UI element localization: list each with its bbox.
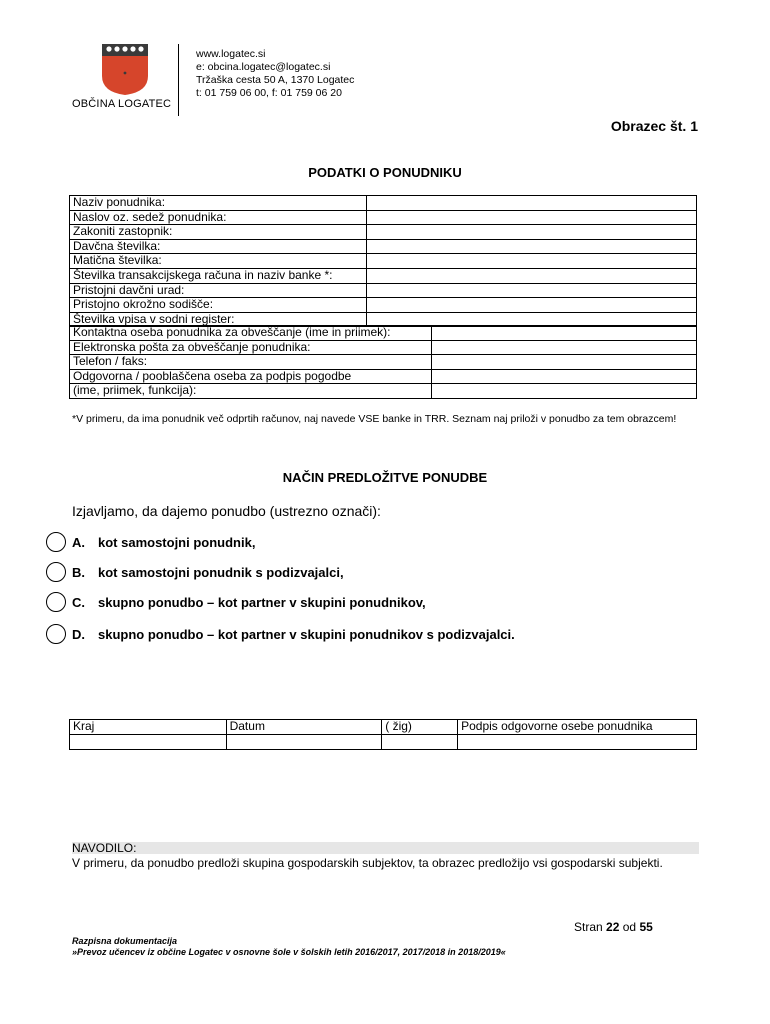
phone-text: t: 01 759 06 00, f: 01 759 06 20: [196, 87, 342, 99]
table-row: [70, 254, 697, 269]
email-link[interactable]: e: obcina.logatec@logatec.si: [196, 61, 331, 73]
option-letter: C.: [72, 594, 85, 610]
option-text: skupno ponudbo – kot partner v skupini ponudnikov,: [98, 594, 426, 610]
row-value-field[interactable]: [431, 340, 696, 355]
table-row: [70, 340, 697, 355]
row-value-field[interactable]: [431, 369, 696, 384]
header-kraj: Kraj: [70, 720, 227, 735]
option-b[interactable]: [46, 561, 344, 583]
datum-field[interactable]: [226, 734, 382, 749]
bidder-contact-table: [69, 325, 697, 399]
table-header-row: [70, 720, 697, 735]
footnote: *V primeru, da ima ponudnik več odprtih računov, naj navede VSE banke in TRR. Seznam naj priloži v ponudbo za tem obrazcem!: [72, 413, 677, 425]
row-value-field[interactable]: [366, 210, 696, 225]
footer-line1: Razpisna dokumentacija: [72, 936, 178, 946]
row-label: Kontaktna oseba ponudnika za obveščanje (ime in priimek):: [70, 326, 432, 341]
option-text: kot samostojni ponudnik,: [98, 534, 256, 550]
page-total: 55: [639, 920, 653, 934]
header-podpis: Podpis odgovorne osebe ponudnika: [458, 720, 697, 735]
footer-line2: »Prevoz učencev iz občine Logatec v osnovne šole v šolskih letih 2016/2017, 2017/2018 in 2018/2019«: [72, 947, 506, 957]
navodilo-label: NAVODILO:: [72, 842, 699, 854]
row-label: Odgovorna / pooblaščena oseba za podpis pogodbe: [70, 369, 432, 384]
podpis-field[interactable]: [458, 734, 697, 749]
row-label: Davčna številka:: [70, 239, 367, 254]
kraj-field[interactable]: [70, 734, 227, 749]
statement-text: Izjavljamo, da dajemo ponudbo (ustrezno označi):: [72, 503, 381, 519]
option-text: skupno ponudbo – kot partner v skupini ponudnikov s podizvajalci.: [98, 626, 515, 642]
radio-circle-icon[interactable]: [46, 532, 66, 552]
row-label: Zakoniti zastopnik:: [70, 225, 367, 240]
header-zig: ( žig): [382, 720, 458, 735]
row-value-field[interactable]: [366, 254, 696, 269]
radio-circle-icon[interactable]: [46, 562, 66, 582]
row-value-field[interactable]: [431, 355, 696, 370]
table-row: [70, 369, 697, 384]
row-label: Telefon / faks:: [70, 355, 432, 370]
page-number: [574, 920, 653, 934]
row-value-field[interactable]: [431, 326, 696, 341]
option-letter: A.: [72, 534, 85, 550]
row-value-field[interactable]: [366, 268, 696, 283]
table-row: [70, 355, 697, 370]
table-row: [70, 326, 697, 341]
row-label: (ime, priimek, funkcija):: [70, 384, 432, 399]
section-title-submission: NAČIN PREDLOŽITVE PONUDBE: [282, 470, 488, 485]
form-number: Obrazec št. 1: [610, 118, 698, 134]
row-label: Pristojno okrožno sodišče:: [70, 298, 367, 313]
option-letter: D.: [72, 626, 85, 642]
page-current: 22: [606, 920, 620, 934]
footer: [72, 936, 506, 958]
section-title-bidder: PODATKI O PONUDNIKU: [308, 165, 462, 180]
table-row: [70, 225, 697, 240]
row-label: Matična številka:: [70, 254, 367, 269]
row-value-field[interactable]: [431, 384, 696, 399]
row-label: Številka transakcijskega računa in naziv banke *:: [70, 268, 367, 283]
table-row: [70, 210, 697, 225]
header-datum: Datum: [226, 720, 382, 735]
radio-circle-icon[interactable]: [46, 624, 66, 644]
option-a[interactable]: [46, 531, 255, 553]
table-row: [70, 384, 697, 399]
website-link[interactable]: www.logatec.si: [196, 48, 266, 60]
option-letter: B.: [72, 564, 85, 580]
navodilo-text: V primeru, da ponudbo predloži skupina gospodarskih subjektov, ta obrazec predložijo vsi gospodarski subjekti.: [72, 856, 663, 870]
row-value-field[interactable]: [366, 283, 696, 298]
table-row: [70, 283, 697, 298]
contact-block: [196, 48, 354, 100]
row-value-field[interactable]: [366, 225, 696, 240]
row-label: Elektronska pošta za obveščanje ponudnika:: [70, 340, 432, 355]
row-label: Pristojni davčni urad:: [70, 283, 367, 298]
row-value-field[interactable]: [366, 298, 696, 313]
page-prefix: Stran: [574, 920, 603, 934]
row-label: Številka vpisa v sodni register:: [70, 312, 367, 327]
page-middle: od: [622, 920, 637, 934]
table-row: [70, 268, 697, 283]
option-text: kot samostojni ponudnik s podizvajalci,: [98, 564, 344, 580]
signature-table: [69, 719, 697, 750]
row-label: Naziv ponudnika:: [70, 196, 367, 211]
row-value-field[interactable]: [366, 239, 696, 254]
header-divider: [178, 44, 179, 116]
table-row: [70, 734, 697, 749]
address-text: Tržaška cesta 50 A, 1370 Logatec: [196, 74, 355, 86]
municipality-crest-icon: [100, 42, 150, 96]
table-row: [70, 239, 697, 254]
org-name: OBČINA LOGATEC: [72, 98, 172, 110]
option-c[interactable]: [46, 591, 426, 613]
zig-field[interactable]: [382, 734, 458, 749]
table-row: [70, 298, 697, 313]
table-row: [70, 196, 697, 211]
bidder-data-table: [69, 195, 697, 327]
option-d[interactable]: [46, 623, 515, 645]
row-value-field[interactable]: [366, 196, 696, 211]
row-label: Naslov oz. sedež ponudnika:: [70, 210, 367, 225]
radio-circle-icon[interactable]: [46, 592, 66, 612]
